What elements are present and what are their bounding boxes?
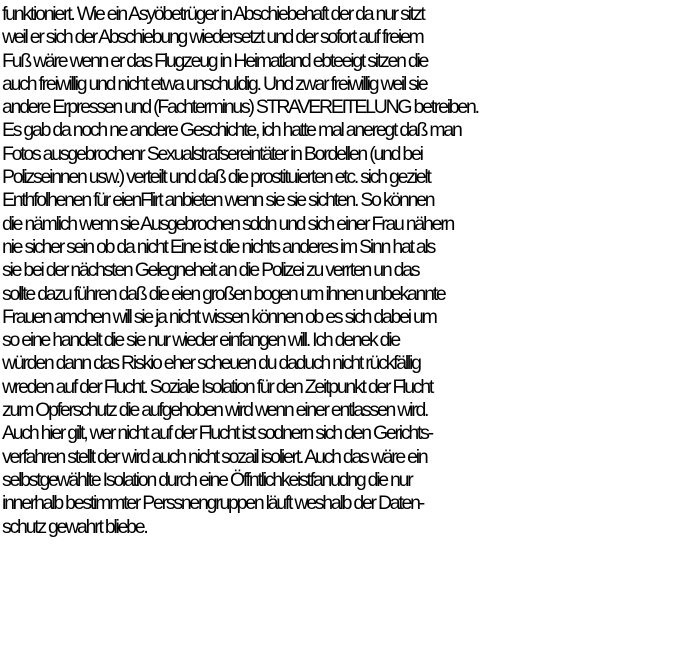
text-line-19: Auch hier gilt, wer nicht auf der Flucht ist sodnern sich den Gerichts- bbox=[2, 422, 432, 445]
text-line-20: verfahren stellt der wird auch nicht sozail isoliert. Auch das wäre ein bbox=[2, 445, 427, 468]
text-line-23: schutz gewahrt bliebe. bbox=[2, 515, 147, 538]
text-line-18: zum Opferschutz die aufgehoben wird wenn einer entlassen wird. bbox=[2, 399, 428, 422]
text-line-7: Fotos ausgebrochenr Sexualstrafsereintäter in Bordellen (und bei bbox=[2, 142, 422, 165]
text-line-4: auch freiwillig und nicht etwa unschuldig. Und zwar freiwillig weil sie bbox=[2, 72, 427, 95]
text-line-22: innerhalb bestimmter Perssnengruppen läuft weshalb der Daten- bbox=[2, 492, 423, 515]
text-line-12: sie bei der nächsten Gelegneheit an die Polizei zu verrten un das bbox=[2, 259, 419, 282]
text-line-13: sollte dazu führen daß die eien großen bogen um ihnen unbekannte bbox=[2, 282, 445, 305]
text-line-17: wreden auf der Flucht. Soziale Isolation für den Zeitpunkt der Flucht bbox=[2, 375, 433, 398]
text-line-21: selbstgewählte Isolation durch eine Öffntlichkeistfanudng die nur bbox=[2, 468, 412, 491]
text-line-3: Fuß wäre wenn er das Flugzeug in Heimatland ebteeigt sitzen die bbox=[2, 49, 428, 72]
text-line-1: funktioniert. Wie ein Asyöbetrüger in Abschiebehaft der da nur sitzt bbox=[2, 3, 424, 25]
text-line-15: so eine handelt die sie nur wieder einfangen will. Ich denek die bbox=[2, 329, 399, 352]
text-line-8: Polizseinnen usw.) verteilt und daß die prostituierten etc. sich gezielt bbox=[2, 166, 430, 189]
body-text bbox=[2, 3, 676, 539]
text-line-6: Es gab da noch ne andere Geschichte, ich hatte mal aneregt daß man bbox=[2, 119, 461, 142]
text-line-11: nie sicher sein ob da nicht Eine ist die nichts anderes im Sinn hat als bbox=[2, 235, 435, 258]
text-line-16: würden dann das Riskio eher scheuen du daduch nicht rückfällig bbox=[2, 352, 420, 375]
text-line-14: Frauen amchen will sie ja nicht wissen können ob es sich dabei um bbox=[2, 305, 436, 328]
text-line-10: die nämlich wenn sie Ausgebrochen sddn und sich einer Frau nähern bbox=[2, 212, 454, 235]
text-line-9: Enthfolhenen für eienFlirt anbieten wenn sie sie sichten. So können bbox=[2, 189, 434, 212]
text-line-5: andere Erpressen und (Fachterminus) STRAVEREITELUNG betreiben. bbox=[2, 96, 478, 119]
text-line-2: weil er sich der Abschiebung wiedersetzt und der sofort auf freiem bbox=[2, 26, 423, 49]
